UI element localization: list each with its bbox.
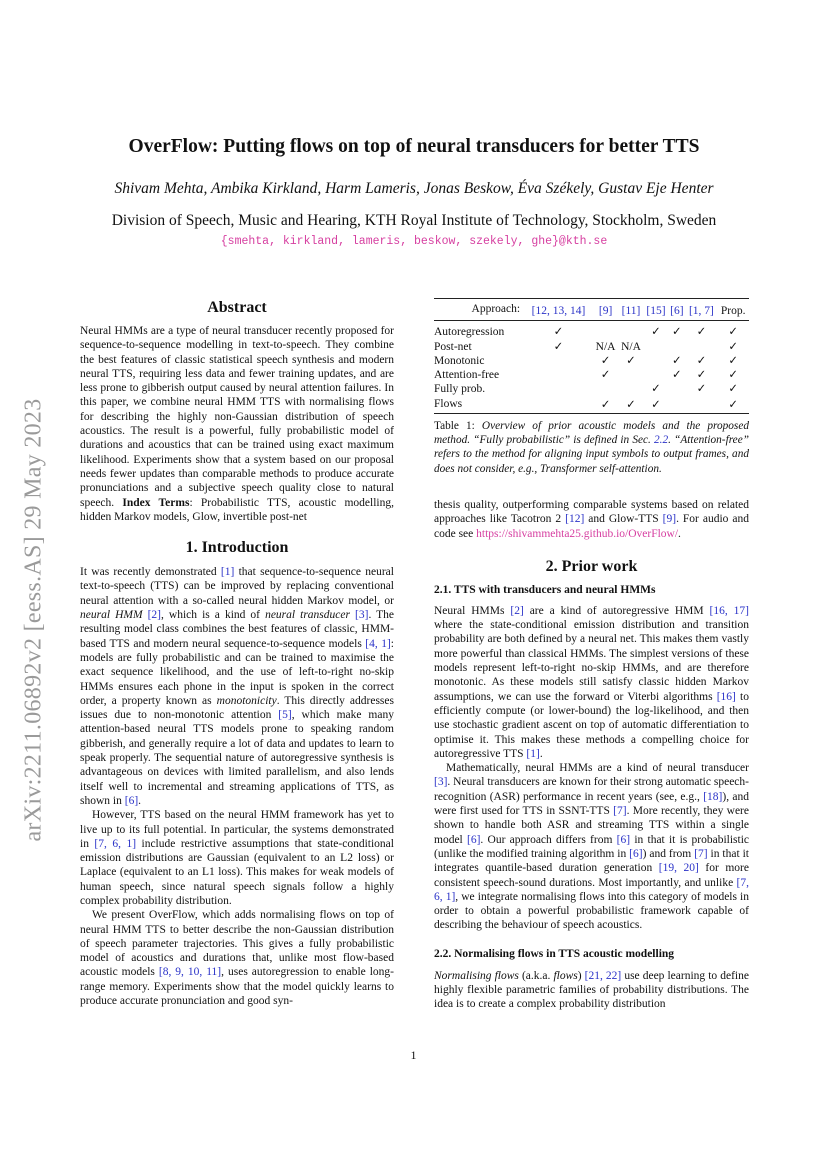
table-cell: ✓: [728, 354, 739, 367]
table-column-header: Prop.: [720, 305, 746, 317]
table-row-label: Attention-free: [434, 369, 500, 382]
table-row: [434, 340, 749, 354]
table-header-row: [434, 299, 749, 321]
table-row: [434, 397, 749, 414]
table-cell: ✓: [728, 369, 739, 382]
table-cell: [593, 382, 618, 396]
citation[interactable]: [6]: [616, 833, 631, 846]
citation[interactable]: [2]: [147, 609, 162, 622]
citation[interactable]: [6]: [466, 833, 481, 846]
table-row-label: Monotonic: [434, 354, 485, 367]
table-cell: [524, 368, 593, 382]
subsection-2-1-heading: 2.1. TTS with transducers and neural HMMs: [434, 583, 656, 596]
table-cell: ✓: [600, 398, 611, 411]
table-row: [434, 368, 749, 382]
citation[interactable]: [3]: [355, 609, 369, 622]
table-cell: [593, 325, 618, 339]
table-header-label: Approach:: [471, 303, 521, 315]
table-cell: ✓: [651, 326, 661, 339]
citation[interactable]: [9]: [662, 513, 677, 526]
table-row-label: Flows: [434, 397, 463, 410]
section-reference[interactable]: 2.2: [654, 434, 669, 447]
table-cell: [524, 397, 593, 414]
index-terms-label: Index Terms: [122, 496, 190, 509]
table-cell: [524, 382, 593, 396]
affiliation: Division of Speech, Music and Hearing, KTH Royal Institute of Technology, Stockholm, Sweden: [111, 212, 717, 229]
table-cell: [618, 382, 643, 396]
table-row-label: Autoregression: [434, 326, 505, 339]
table-cell: ✓: [651, 398, 661, 411]
project-link[interactable]: https://shivammehta25.github.io/OverFlow/: [476, 527, 679, 540]
intro-paragraph-1: It was recently demonstrated [1] that sequence-to-sequence neural text-to-speech (TTS) can be improved by replacing conventional neural attention with a so-called neural hidden Markov model, or neural HMM [2], which is a kind of neural transducer [3]. The resulting model class combines the best features of classic, HMM-based TTS and modern neural sequence-to-sequence models [4, 1]: models are fully probabilistic and can be trained to maximise the exact sequence likelihood, and the use of left-to-right no-skip HMMs ensures each phone in the input is spoken in the correct order, a property known as monotonicity. This directly addresses issues due to non-monotonic attention [5], which make many attention-based neural TTS models prone to speaking random gibberish, and generally require a lot of data and updates to learn to speak properly. The sequential nature of autoregressive synthesis is advantageous on devices with limited parallelism, and also lends itself well to incremental and streaming applications of TTS, as shown in [6].: [80, 566, 395, 807]
table-cell: ✓: [626, 354, 636, 367]
email[interactable]: {smehta, kirkland, lameris, beskow, szekely, ghe}@kth.se: [220, 235, 608, 248]
table-cell: ✓: [553, 326, 564, 339]
table-row: [434, 382, 749, 396]
table-column-header[interactable]: [1, 7]: [688, 305, 714, 317]
comparison-table: [434, 298, 749, 476]
table-cell: ✓: [696, 369, 707, 382]
citation[interactable]: [16]: [716, 690, 736, 703]
table-cell: ✓: [651, 383, 661, 396]
citation[interactable]: [1]: [220, 566, 235, 579]
table-cell: [668, 382, 685, 396]
citation[interactable]: [7, 6, 1]: [434, 876, 749, 903]
table-cell: ✓: [696, 383, 707, 396]
table-row: [434, 325, 749, 339]
citation[interactable]: [2]: [510, 604, 524, 617]
table-cell: ✓: [728, 326, 739, 339]
intro-continuation: thesis quality, outperforming comparable systems based on related approaches like Tacotron 2 [12] and Glow-TTS [9]. For audio and code see https://shivammehta25.github.io/OverFlow/.: [434, 499, 749, 540]
citation[interactable]: [18]: [703, 790, 723, 803]
citation[interactable]: [6]: [629, 847, 643, 860]
table-column-header[interactable]: [12, 13, 14]: [531, 305, 586, 317]
citation[interactable]: [1]: [526, 747, 540, 760]
table-cell: [644, 368, 669, 382]
citation[interactable]: [16, 17]: [709, 604, 749, 617]
table-cell: [685, 397, 717, 414]
arxiv-watermark: arXiv:2211.06892v2 [eess.AS] 29 May 2023: [20, 398, 47, 842]
citation[interactable]: [8, 9, 10, 11]: [158, 966, 222, 979]
table-cell: [524, 354, 593, 368]
citation[interactable]: [19, 20]: [658, 862, 699, 875]
subsection-2-2-heading: 2.2. Normalising flows in TTS acoustic modelling: [434, 947, 675, 960]
table-cell: [644, 354, 669, 368]
table-cell: ✓: [728, 383, 739, 396]
prior-paragraph-1: Neural HMMs [2] are a kind of autoregressive HMM [16, 17] where the state-conditional emission distribution and transition probability are both defined by a neural net. This makes them vastly more powerful than classical HMMs. The simplest versions of these models represent left-to-right no-skip HMMs, and are therefore monotonic. As these models still satisfy classic hidden Markov assumptions, we can use the forward or Viterbi algorithms [16] to efficiently compute (or lower-bound) the log-likelihood, and then use stochastic gradient ascent on top of automatic differentiation to optimise it. This makes these methods a compelling choice for autoregressive TTS [1].: [434, 604, 749, 760]
citation[interactable]: [7, 6, 1]: [94, 837, 137, 850]
citation[interactable]: [21, 22]: [584, 969, 622, 982]
table-row: [434, 354, 749, 368]
citation[interactable]: [12]: [565, 513, 585, 526]
abstract-heading: Abstract: [207, 299, 267, 316]
page-number: 1: [410, 1048, 417, 1062]
table-row-label: Post-net: [434, 340, 472, 353]
table-cell: N/A: [621, 340, 641, 353]
table-column-header[interactable]: [11]: [621, 305, 641, 317]
citation[interactable]: [7]: [613, 805, 627, 818]
table-cell: [668, 340, 685, 354]
table-cell: [618, 325, 643, 339]
intro-paragraph-2: However, TTS based on the neural HMM framework has yet to live up to its full potential. In particular, the systems demonstrated in [7, 6, 1] include restrictive assumptions that state-conditional emission distributions are Gaussian (equivalent to an L2 loss) or Laplace (equivalent to an L1 loss). This makes for weak models of human speech, since natural speech signals follow a highly complex probability distribution.: [80, 809, 394, 907]
table-cell: ✓: [600, 369, 611, 382]
table-cell: N/A: [595, 340, 616, 353]
table-cell: ✓: [600, 354, 611, 367]
prior-paragraph-2: Mathematically, neural HMMs are a kind of neural transducer [3]. Neural transducers are known for their strong automatic speech-recognition (ASR) performance in recent years (see, e.g., [18]), and were first used for TTS in SSNT-TTS [7]. More recently, they were shown to handle both ASR and streaming TTS within a single model [6]. Our approach differs from [6] in that it is probabilistic (unlike the modified training algorithm in [6]) and from [7] in that it integrates quantile-based duration generation [19, 20] for more consistent speech-sound durations. Most importantly, and unlike [7, 6, 1], we integrate normalising flows into this category of models in order to obtain a powerful probabilistic framework capable of describing the behaviour of speech acoustics.: [434, 762, 749, 932]
right-column: [434, 498, 749, 1012]
left-column: [80, 298, 394, 1008]
citation[interactable]: [7]: [694, 847, 708, 860]
table-column-header[interactable]: [6]: [670, 305, 684, 317]
table-cell: [618, 368, 643, 382]
citation[interactable]: [6]: [124, 794, 139, 807]
citation[interactable]: [3]: [434, 776, 448, 789]
table-cell: ✓: [672, 326, 682, 339]
table-cell: [644, 340, 669, 354]
table-cell: ✓: [728, 340, 739, 353]
table-cell: [668, 397, 685, 414]
paper-title: OverFlow: Putting flows on top of neural transducers for better TTS: [128, 136, 700, 157]
intro-paragraph-3: We present OverFlow, which adds normalising flows on top of neural HMM TTS to better describe the non-Gaussian distribution of speech parameter trajectories. This gives a fully probabilistic model of acoustics and durations that, unlike most flow-based acoustic models [8, 9, 10, 11], uses autoregression to enable long-range memory. Experiments show that the model quickly learns to produce accurate pronunciation and good syn-: [80, 909, 395, 1008]
citation[interactable]: [5]: [278, 709, 292, 722]
prior-work-heading: 2. Prior work: [545, 557, 638, 575]
authors: Shivam Mehta, Ambika Kirkland, Harm Lameris, Jonas Beskow, Éva Székely, Gustav Eje Henter: [114, 180, 714, 197]
table-cell: [685, 340, 717, 354]
table-cell: ✓: [672, 354, 682, 367]
table-column-header[interactable]: [15]: [646, 305, 666, 317]
table-cell: ✓: [626, 398, 636, 411]
table-cell: ✓: [553, 340, 564, 353]
table-row-label: Fully prob.: [434, 383, 486, 396]
table-cell: ✓: [696, 326, 707, 339]
table-caption: Table 1: Overview of prior acoustic models and the proposed method. “Fully probabilistic” is defined in Sec. 2.2. “Attention-free” refers to the method for aligning input symbols to output frames, and does not consider, e.g., Transformer self-attention.: [434, 420, 749, 475]
prior-paragraph-3: Normalising flows (a.k.a. flows) [21, 22] use deep learning to define highly flexible parametric families of probability distributions. The idea is to create a complex probability distribution: [434, 969, 749, 1011]
table-column-header[interactable]: [9]: [598, 305, 613, 317]
citation[interactable]: [4, 1]: [365, 637, 391, 650]
abstract-text: Neural HMMs are a type of neural transducer recently proposed for sequence-to-sequence modelling in text-to-speech. They combine the best features of classic statistical speech synthesis and modern neural TTS, requiring less data and fewer training updates, and are less prone to gibberish output caused by neural attention failures. In this paper, we combine neural HMM TTS with normalising flows for describing the highly non-Gaussian distribution of speech acoustics. The result is a powerful, fully probabilistic model of durations and acoustics that can be trained using exact maximum likelihood. Experiments show that a system based on our proposal needs fewer updates than comparable methods to produce accurate pronunciations and a subjective speech quality close to natural speech. Index Terms: Probabilistic TTS, acoustic modelling, hidden Markov models, Glow, invertible post-net: [80, 325, 394, 523]
table-cell: ✓: [696, 354, 707, 367]
table-cell: ✓: [728, 398, 739, 411]
intro-heading: 1. Introduction: [185, 539, 289, 557]
table-cell: ✓: [672, 369, 682, 382]
